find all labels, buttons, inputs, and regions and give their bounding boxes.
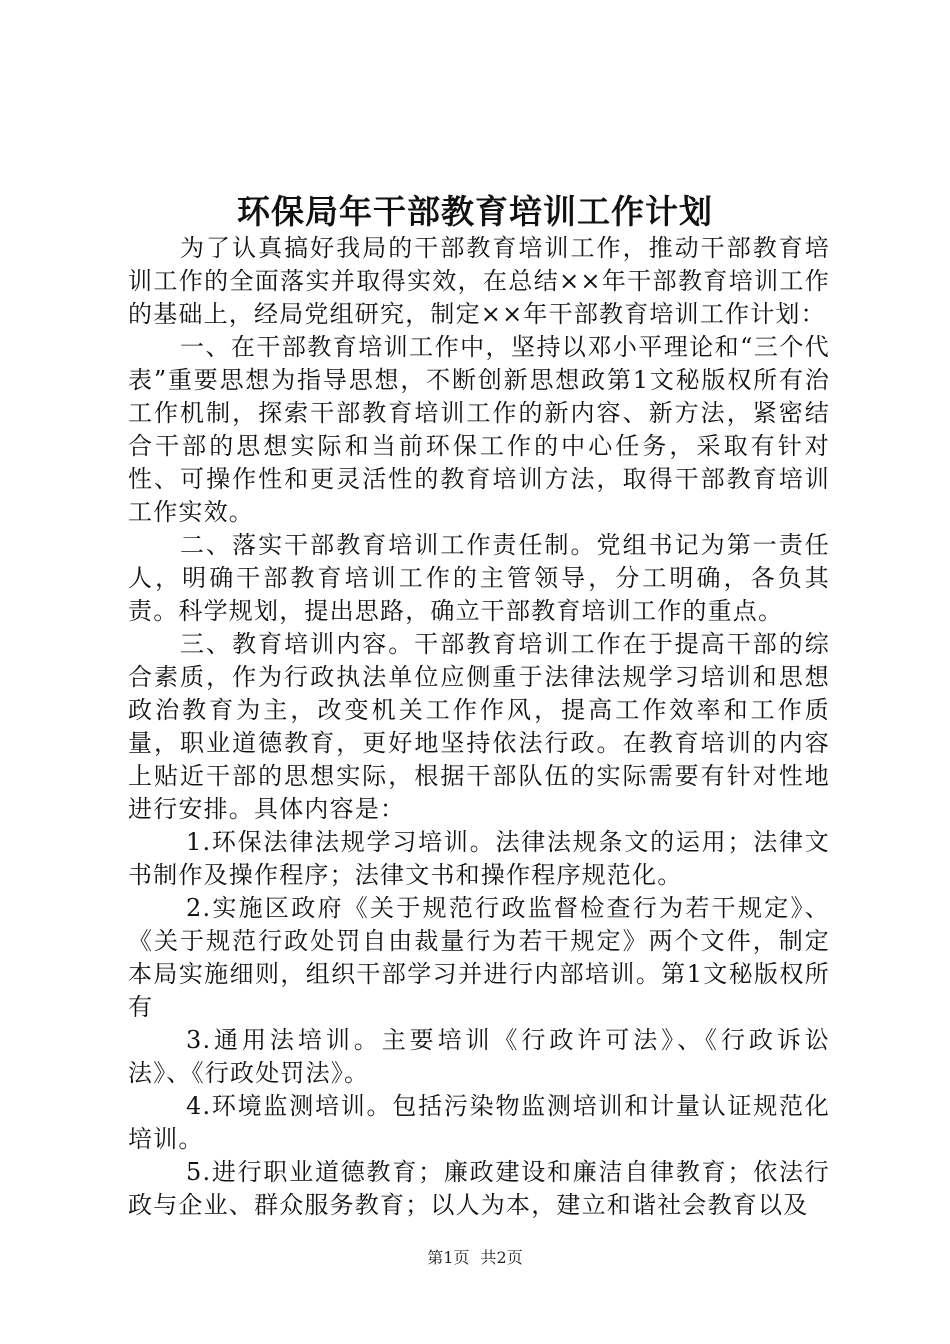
paragraph-intro: 为了认真搞好我局的干部教育培训工作，推动干部教育培训工作的全面落实并取得实效，在总结××年干部教育培训工作的基础上，经局党组研究，制定××年干部教育培训工作计划： [128,234,830,328]
page-number-total: 共2页 [480,1248,523,1267]
paragraph-section-3: 三、教育培训内容。干部教育培训工作在于提高干部的综合素质，作为行政执法单位应侧重于法律法规学习培训和思想政治教育为主，改变机关工作作风，提高工作效率和工作质量，职业道德教育，更好地坚持依法行政。在教育培训的内容上贴近干部的思想实际，根据干部队伍的实际需要有针对性地进行安排。具体内容是： [128,630,830,823]
page-footer [0,1245,950,1268]
list-item-1: 1.环保法律法规学习培训。法律法规条文的运用；法律文书制作及操作程序；法律文书和操作程序规范化。 [128,828,830,889]
list-item-4: 4.环境监测培训。包括污染物监测培训和计量认证规范化培训。 [128,1092,830,1153]
paragraph-section-2: 二、落实干部教育培训工作责任制。党组书记为第一责任人，明确干部教育培训工作的主管领导，分工明确，各负其责。科学规划，提出思路，确立干部教育培训工作的重点。 [128,531,830,625]
page-number-current: 第1页 [427,1248,470,1267]
list-item-5: 5.进行职业道德教育；廉政建设和廉洁自律教育；依法行政与企业、群众服务教育；以人为本，建立和谐社会教育以及 [128,1158,830,1219]
document-title: 环保局年干部教育培训工作计划 [237,192,713,231]
list-item-3: 3.通用法培训。主要培训《行政许可法》、《行政诉讼法》、《行政处罚法》。 [128,1026,830,1087]
document-body [128,232,830,1222]
paragraph-section-1: 一、在干部教育培训工作中，坚持以邓小平理论和“三个代表”重要思想为指导思想，不断创新思想政第1文秘版权所有治工作机制，探索干部教育培训工作的新内容、新方法，紧密结合干部的思想实际和当前环保工作的中心任务，采取有针对性、可操作性和更灵活性的教育培训方法，取得干部教育培训工作实效。 [128,333,830,526]
list-item-2: 2.实施区政府《关于规范行政监督检查行为若干规定》、《关于规范行政处罚自由裁量行为若干规定》两个文件，制定本局实施细则，组织干部学习并进行内部培训。第1文秘版权所有 [128,894,830,1021]
